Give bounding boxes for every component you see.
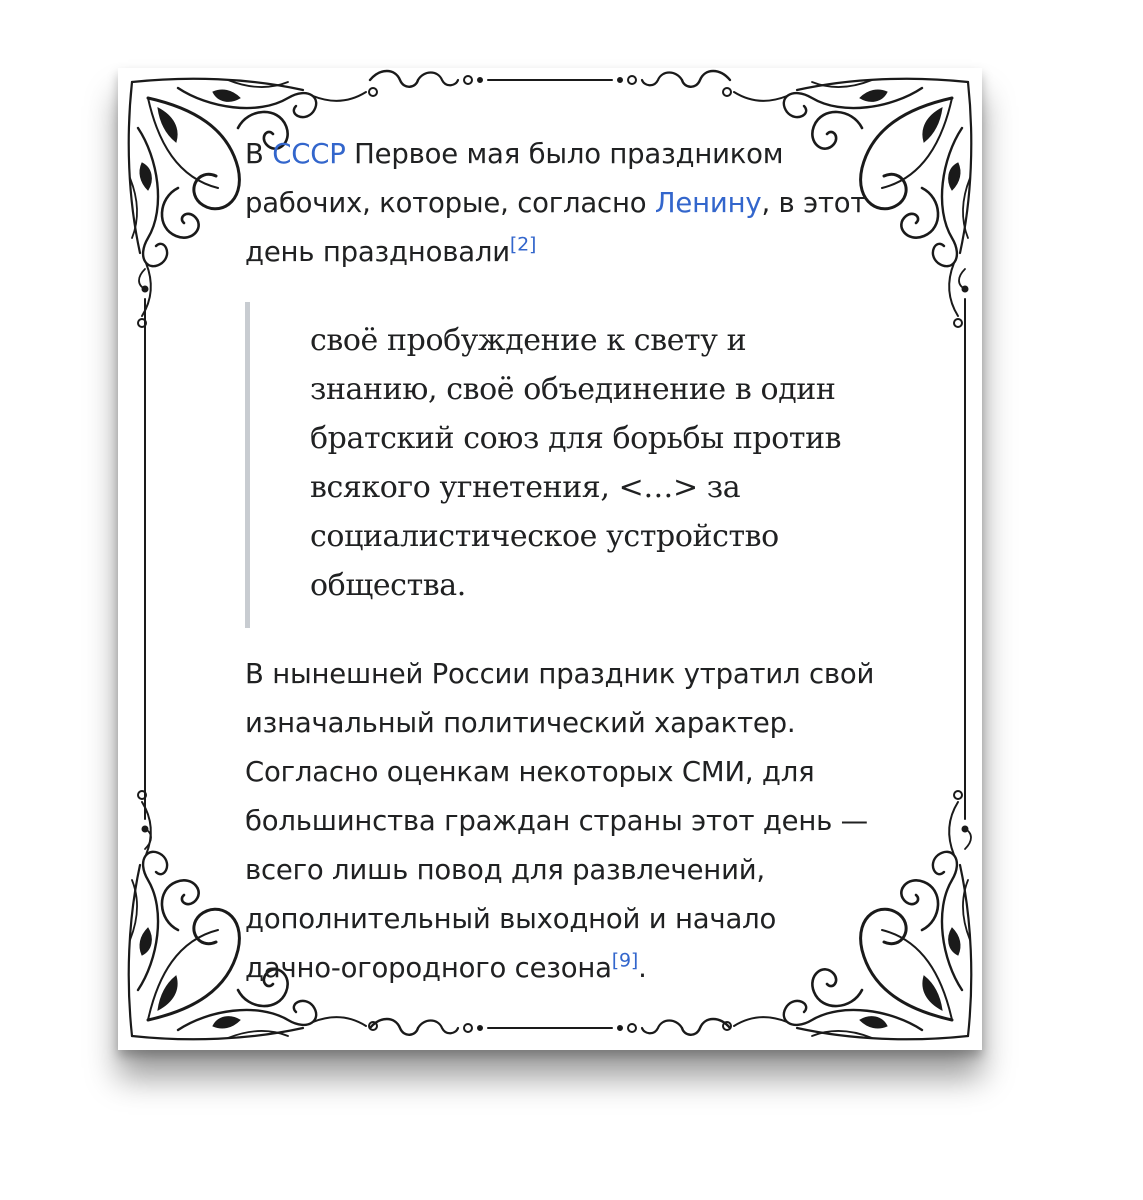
paragraph-modern-russia-end: . [638, 952, 647, 984]
ornamental-card [118, 68, 982, 1050]
lenin-quote: своё пробуждение к свету и знанию, своё объединение в один братский союз для борьбы против всякого угнетения, <…> за социалистическое устройство общества. [245, 302, 875, 628]
paragraph-ussr-middle: Первое мая было праздником рабочих, которые, согласно [245, 138, 784, 219]
paragraph-ussr-suffix: , в этот день праздновали [245, 187, 867, 268]
paragraph-modern-russia-text: В нынешней России праздник утратил свой изначальный политический характер. Согласно оценкам некоторых СМИ, для большинства граждан страны этот день — всего лишь повод для развлечений, дополнительный выходной и начало дачно-огородного сезона [245, 658, 875, 984]
article-content [245, 130, 875, 993]
paragraph-ussr [245, 130, 875, 277]
paragraph-ussr-prefix: В [245, 138, 273, 170]
reference-2[interactable]: [2] [509, 233, 537, 256]
paragraph-modern-russia [245, 650, 875, 993]
link-ussr[interactable]: СССР [272, 138, 346, 170]
link-lenin[interactable]: Ленину [654, 187, 762, 219]
reference-9[interactable]: [9] [611, 949, 639, 972]
